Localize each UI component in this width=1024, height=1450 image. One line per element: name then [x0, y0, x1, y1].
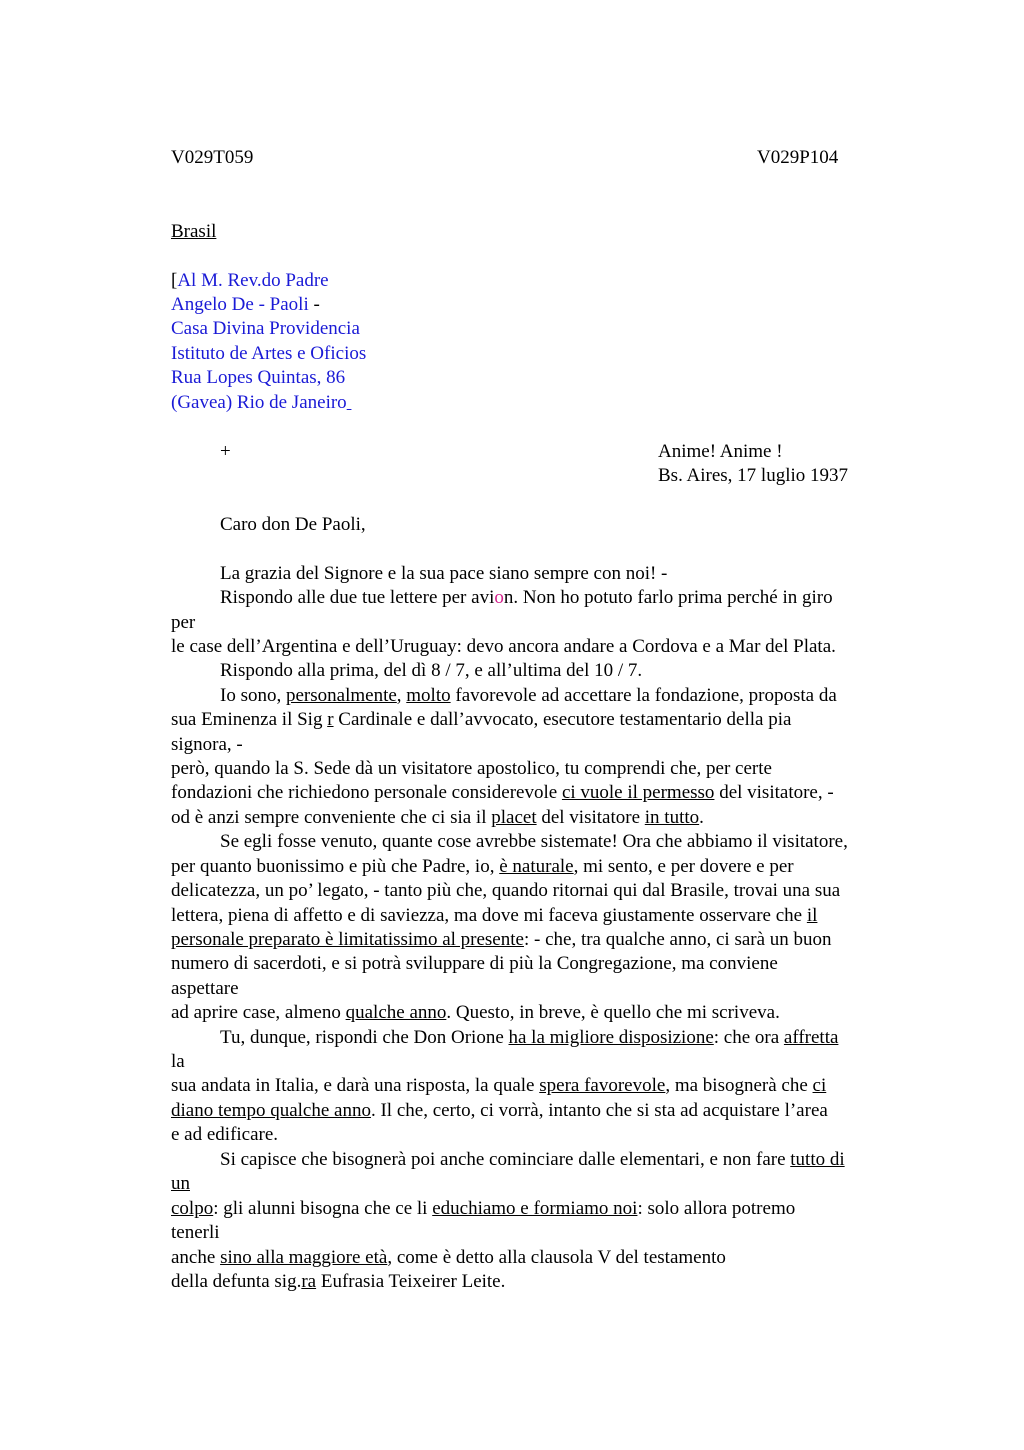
p-l16b: : - che, tra qualche anno, ci sarà un buon [523, 929, 832, 950]
p-l15a: lettera, piena di affetto e di saviezza, ma dove mi faceva giustamente osservare che [171, 905, 807, 926]
p-l20a: Tu, dunque, rispondi che Don Orione [220, 1027, 509, 1048]
p-l20c: : che ora [713, 1027, 784, 1048]
p-l06d: molto [406, 685, 451, 706]
p-l23a: diano tempo qualche anno [171, 1100, 371, 1121]
body-line [171, 1099, 828, 1123]
p-l06c: , [396, 685, 407, 706]
document-code-right: V029P104 [757, 147, 839, 168]
p-l07c: Cardinale e dall’avvocato, esecutore testamentario della pia [333, 709, 792, 730]
p-l16a: personale preparato è limitatissimo al presente [171, 929, 524, 950]
body-line [171, 1074, 826, 1098]
address-line-4: Istituto de Artes e Oficios [171, 343, 367, 364]
document-code-left: V029T059 [171, 147, 254, 168]
p-l11d: in tutto [644, 807, 700, 828]
body-line [220, 1026, 838, 1050]
address-recipient: Al M. Rev.do Padre [177, 270, 329, 291]
p-l20b: ha la migliore disposizione [508, 1027, 714, 1048]
p-l11a: od è anzi sempre conveniente che ci sia il [171, 807, 492, 828]
p-l23b: . Il che, certo, ci vorrà, intanto che si sta ad acquistare l’area [370, 1100, 828, 1121]
body-line [171, 1001, 780, 1025]
p-l11b: placet [491, 807, 537, 828]
p-l30c: Eufrasia Teixeirer Leite. [316, 1271, 506, 1292]
address-line-5: Rua Lopes Quintas, 86 [171, 367, 346, 388]
p-l10c: del visitatore, - [714, 782, 834, 803]
body-line [171, 1246, 726, 1270]
body-line [220, 684, 837, 708]
p-l13b: è naturale [499, 856, 574, 877]
p-l27d: : solo allora potremo [637, 1198, 796, 1219]
body-line [171, 928, 832, 952]
p-l27a: colpo [171, 1198, 214, 1219]
p-l22d: ci [812, 1075, 827, 1096]
p-l10b: ci vuole il permesso [561, 782, 715, 803]
p-l15b: il [806, 905, 818, 926]
body-line: e ad edificare. [171, 1124, 279, 1145]
p-l22a: sua andata in Italia, e darà una risposta, la quale [171, 1075, 540, 1096]
p-l20d: affretta [783, 1027, 839, 1048]
body-line: un [171, 1173, 190, 1194]
p-l29b: sino alla maggiore età [220, 1247, 388, 1268]
body-line: le case dell’Argentina e dell’Uruguay: devo ancora andare a Cordova e a Mar del Plata. [171, 636, 836, 657]
body-line: delicatezza, un po’ legato, - tanto più che, quando ritornai qui dal Brasile, trovai una sua [171, 880, 841, 901]
p-l07b: r [327, 709, 334, 730]
p-l10a: fondazioni che richiedono personale considerevole [171, 782, 562, 803]
body-line [171, 781, 834, 805]
place-date: Bs. Aires, 17 luglio 1937 [658, 465, 849, 486]
cross-symbol: + [220, 441, 231, 462]
body-line [171, 1270, 505, 1294]
body-line [171, 708, 791, 732]
p-l25b: tutto di [790, 1149, 845, 1170]
p-l25a: Si capisce che bisognerà poi anche cominciare dalle elementari, e non fare [220, 1149, 791, 1170]
address-name: Angelo De - Paoli [171, 294, 309, 315]
country-heading: Brasil [171, 221, 217, 242]
p-l29c: , come è detto alla clausola V del testamento [387, 1247, 726, 1268]
p-l19a: ad aprire case, almeno [171, 1002, 346, 1023]
p-l27b: : gli alunni bisogna che ce li [213, 1198, 433, 1219]
body-line [171, 1197, 795, 1221]
p-l22b: spera favorevole [539, 1075, 666, 1096]
body-line [171, 855, 794, 879]
p-l19c: . Questo, in breve, è quello che mi scriveva. [446, 1002, 780, 1023]
p-l06b: personalmente [285, 685, 397, 706]
address-line-1 [171, 269, 329, 293]
address-line-6 [171, 391, 351, 415]
body-line: aspettare [171, 978, 239, 999]
body-line: signora, - [171, 734, 243, 755]
p-l06e: favorevole ad accettare la fondazione, proposta da [450, 685, 837, 706]
body-line: per [171, 612, 196, 633]
p-l06a: Io sono, [220, 685, 286, 706]
p-l11c: del visitatore [536, 807, 645, 828]
address-dash: - [308, 294, 320, 315]
body-line: la [171, 1051, 185, 1072]
p-l27c: educhiamo e formiamo noi [432, 1198, 638, 1219]
body-line: numero di sacerdoti, e si potrà sviluppare di più la Congregazione, ma conviene [171, 953, 778, 974]
address-line-2 [171, 293, 320, 317]
address-bracket: [ [171, 270, 178, 291]
body-line: La grazia del Signore e la sua pace siano sempre con noi! - [220, 563, 668, 584]
body-line [171, 904, 817, 928]
body-line: Rispondo alla prima, del dì 8 / 7, e all’ultima del 10 / 7. [220, 660, 643, 681]
body-line [220, 1148, 845, 1172]
p-l07a: sua Eminenza il Sig [171, 709, 328, 730]
salutation: Caro don De Paoli, [220, 514, 366, 535]
body-line: tenerli [171, 1222, 220, 1243]
address-line-3: Casa Divina Providencia [171, 318, 360, 339]
p-l29a: anche [171, 1247, 221, 1268]
motto: Anime! Anime ! [658, 441, 783, 462]
colored-letter: o [494, 587, 504, 608]
body-line: però, quando la S. Sede dà un visitatore apostolico, tu comprendi che, per certe [171, 758, 772, 779]
p-l19b: qualche anno [345, 1002, 447, 1023]
address-city: (Gavea) Rio de Janeiro [171, 392, 347, 413]
body-line [171, 806, 704, 830]
p-l02a: Rispondo alle due tue lettere per avi [220, 587, 495, 608]
address-trailing-space [347, 392, 352, 413]
p-l13a: per quanto buonissimo e più che Padre, io, [171, 856, 500, 877]
p-l02c: n. Non ho potuto farlo prima perché in giro [503, 587, 833, 608]
p-l11e: . [699, 807, 704, 828]
body-line [220, 586, 833, 610]
p-l30a: della defunta sig. [171, 1271, 302, 1292]
p-l13c: , mi sento, e per dovere e per [573, 856, 794, 877]
p-l22c: , ma bisognerà che [665, 1075, 813, 1096]
body-line: Se egli fosse venuto, quante cose avrebbe sistemate! Ora che abbiamo il visitatore, [220, 831, 848, 852]
p-l30b: ra [301, 1271, 317, 1292]
